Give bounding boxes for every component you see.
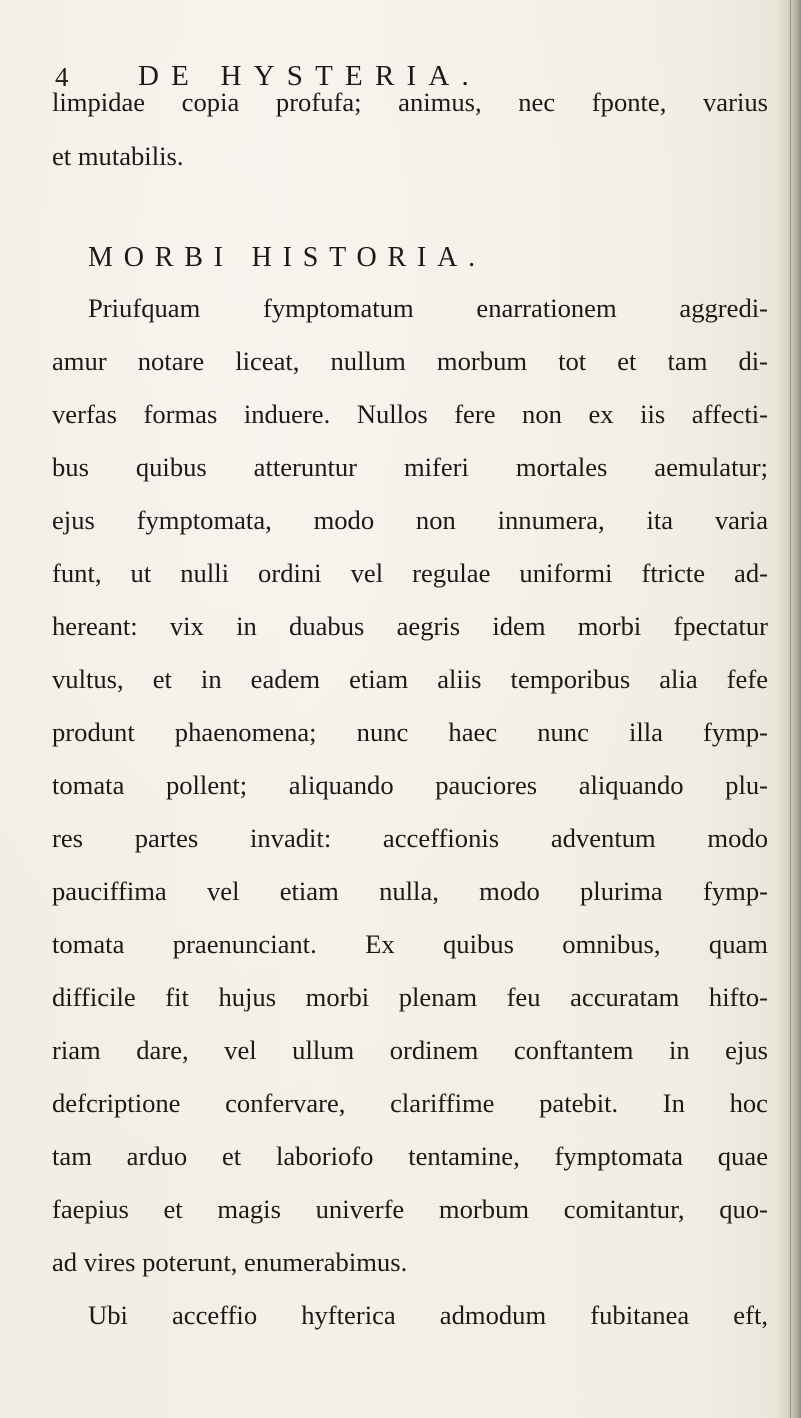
text-line: bus quibus atteruntur miferi mortales aemulatur; [52,452,768,482]
text-line: produnt phaenomena; nunc haec nunc illa fymp- [52,717,768,747]
text-line: difficile fit hujus morbi plenam feu accuratam hifto- [52,982,768,1012]
text-line: riam dare, vel ullum ordinem conftantem in ejus [52,1035,768,1065]
text-line: tomata praenunciant. Ex quibus omnibus, quam [52,929,768,959]
section-heading: MORBI HISTORIA. [88,242,486,273]
text-line: hereant: vix in duabus aegris idem morbi fpectatur [52,611,768,641]
text-line: tam arduo et laboriofo tentamine, fymptomata quae [52,1141,768,1171]
binding-edge-shadow [775,0,801,1418]
text-line: faepius et magis univerfe morbum comitantur, quo- [52,1194,768,1224]
text-line: funt, ut nulli ordini vel regulae uniformi ftricte ad- [52,558,768,588]
page-edge-line [790,0,791,1418]
text-line: et mutabilis. [52,141,184,171]
text-line: Ubi acceffio hyfterica admodum fubitanea eft, [88,1300,768,1330]
text-line: verfas formas induere. Nullos fere non ex iis affecti- [52,399,768,429]
text-line: Priufquam fymptomatum enarrationem aggredi- [88,293,768,323]
text-line: vultus, et in eadem etiam aliis temporibus alia fefe [52,664,768,694]
text-line: tomata pollent; aliquando pauciores aliquando plu- [52,770,768,800]
text-line: ad vires poterunt, enumerabimus. [52,1247,408,1277]
text-line: amur notare liceat, nullum morbum tot et tam di- [52,346,768,376]
text-line: defcriptione confervare, clariffime patebit. In hoc [52,1088,768,1118]
running-title: DE HYSTERIA. [138,60,481,92]
page-number: 4 [55,62,69,92]
text-line: pauciffima vel etiam nulla, modo plurima fymp- [52,876,768,906]
text-line: ejus fymptomata, modo non innumera, ita varia [52,505,768,535]
text-line: res partes invadit: acceffionis adventum modo [52,823,768,853]
text-line: limpidae copia profufa; animus, nec fponte, varius [52,87,768,117]
